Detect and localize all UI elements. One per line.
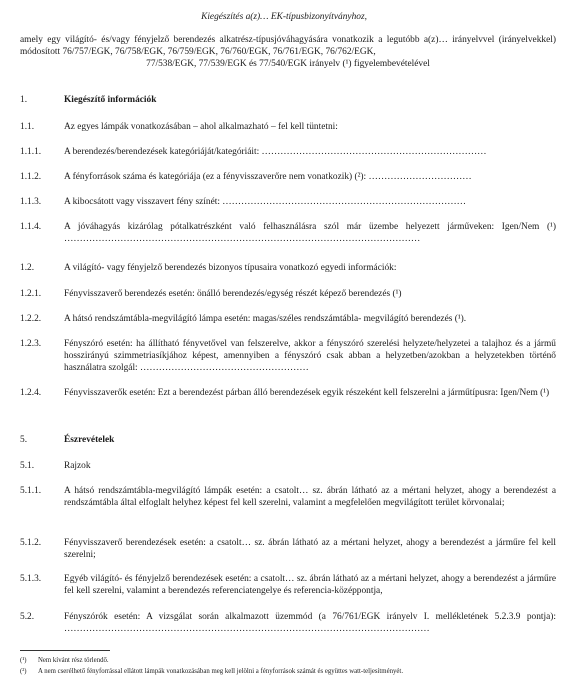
section-heading: Észrevételek (64, 435, 115, 445)
intro-paragraph (20, 34, 556, 71)
section-number: 1.1.1. (20, 147, 42, 157)
footnote-text: Nem kívánt rész törlendő. (38, 657, 109, 664)
footnote-2 (20, 667, 560, 676)
section-heading: Kiegészítő információk (64, 95, 157, 105)
section-text: Fényvisszaverő berendezés esetén: önálló berendezés/egység részét képező berendezés (¹) (64, 289, 402, 299)
section-number: 5.1. (20, 461, 35, 471)
intro-line-1: amely egy világító- és/vagy fényjelző berendezés alkatrész-típusjóváhagyására vonatkozik a legutóbb a(z)… irányelvvel (irányelvekkel) módosított 76/757/EGK, 76/758/EGK, 76/759/EGK, 76/760/EGK, 76/761/EGK, 76/762/EGK, (20, 35, 556, 58)
section-number: 1.2.2. (20, 314, 42, 324)
footnote-mark: (²) (20, 668, 27, 675)
section-number: 1.1.2. (20, 172, 42, 182)
section-number: 1.2.1. (20, 289, 42, 299)
footnote-mark: (¹) (20, 657, 27, 664)
intro-line-2: 77/538/EGK, 77/539/EGK és 77/540/EGK irányelv (¹) figyelembevételével (146, 59, 430, 70)
section-number: 5.1.3. (20, 574, 42, 584)
section-text: Fényvisszaverő berendezések esetén: a csatolt… sz. ábrán látható az a mértani helyzet, ahogy a berendezést a járműre fel kell szerelni; (64, 538, 556, 561)
section-number: 1.2. (20, 263, 35, 273)
section-text: Egyéb világító- és fényjelző berendezések esetén: a csatolt… sz. ábrán látható az a mértani helyzet, ahogy a berendezést a járműre fel kell szerelni, valamint a berendezés referenciatengelye és referencia-középpontja, (64, 574, 556, 597)
document-title: Kiegészítés a(z)… EK-típusbizonyítványhoz, (201, 12, 367, 22)
section-text: A hátsó rendszámtábla-megvilágító lámpa esetén: magas/széles rendszámtábla- megvilágító berendezés (¹). (64, 314, 467, 324)
section-text: Az egyes lámpák vonatkozásában – ahol alkalmazható – fel kell tüntetni: (64, 122, 338, 132)
footnote-divider (20, 650, 110, 651)
section-text: A kibocsátott vagy visszavert fény színét: …………………………………………………………………… (64, 197, 467, 207)
section-text: A világító- vagy fényjelző berendezés bizonyos típusaira vonatkozó egyedi információk: (64, 263, 397, 273)
section-number: 1.2.4. (20, 388, 42, 398)
section-number: 5. (20, 435, 28, 445)
section-number: 1.1.4. (20, 222, 42, 232)
section-text: A fényforrások száma és kategóriája (ez a fényvisszaverőre nem vonatkozik) (²): …………………………… (64, 172, 472, 182)
footnote-1 (20, 656, 560, 665)
section-text: A jóváhagyás kizárólag pótalkatrészként való felhasználásra szól már üzembe helyezett járműveken: Igen/Nem (¹) …………………………………………………………………………………………………… (64, 222, 556, 245)
section-text: Fényszórók esetén: A vizsgálat során alkalmazott üzemmód (a 76/761/EGK irányelv I. mellékletének 5.2.3.9 pontja): ……………………………………………………………………………………………………… (64, 612, 556, 635)
section-number: 1. (20, 95, 28, 105)
section-text: A berendezés/berendezések kategóriáját/kategóriáit: ……………………………………………………………… (64, 147, 487, 157)
section-number: 5.1.1. (20, 486, 42, 496)
section-number: 5.2. (20, 612, 35, 622)
section-number: 1.1.3. (20, 197, 42, 207)
section-text: A hátsó rendszámtábla-megvilágító lámpák esetén: a csatolt… sz. ábrán látható az a mértani helyzet, ahogy a berendezést a rendszámtábla által elfoglalt helyhez képest fel kell szerelni, valamint a megfelelően megvilágított terület körvonalai; (64, 486, 556, 509)
section-text: Fényszóró esetén: ha állítható fényvetővel van felszerelve, akkor a fényszóró szerelési helyzete/helyzetei a talajhoz és a jármű hosszirányú szimmetriasíkjához képest, amennyiben a fényszóró csak abban a helyzetben/azokban a helyzetekben történő használatra szolgál: ……………………………………………… (64, 339, 556, 374)
section-number: 5.1.2. (20, 538, 42, 548)
section-number: 1.1. (20, 122, 35, 132)
section-text: Rajzok (64, 461, 91, 471)
footnote-text: A nem cserélhető fényforrással ellátott lámpák vonatkozásában meg kell jelölni a fényforrások számát és együttes watt-teljesítményét. (38, 668, 404, 675)
section-text: Fényvisszaverők esetén: Ezt a berendezést párban álló berendezések egyik részeként kell felszerelni a járműtípusra: Igen/Nem (¹) (64, 388, 550, 398)
section-number: 1.2.3. (20, 339, 42, 349)
